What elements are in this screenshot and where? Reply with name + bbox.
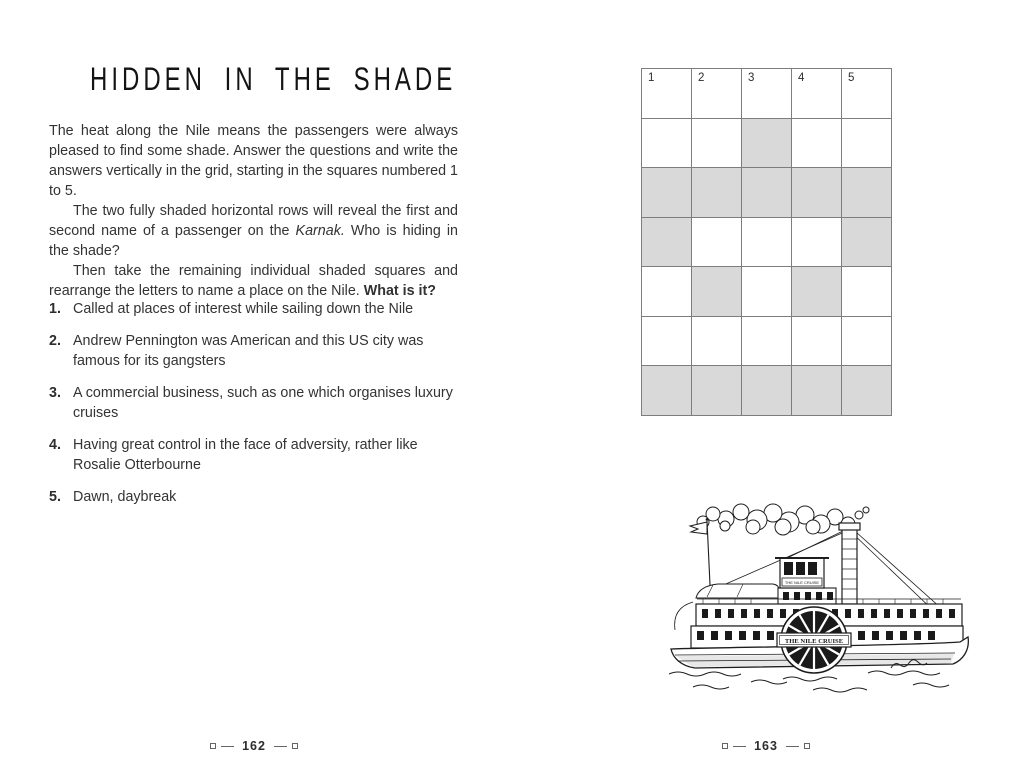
- grid-cell-r4c2: [692, 218, 742, 268]
- grid-cell-r2c4: [792, 119, 842, 169]
- clue-item: [49, 487, 458, 507]
- grid-cell-r2c5: [842, 119, 892, 169]
- grid-cell-r7c4: [792, 366, 842, 416]
- grid-cell-r4c3: [742, 218, 792, 268]
- right-page-footer: [641, 739, 891, 753]
- grid-cell-r4c5: [842, 218, 892, 268]
- grid-cell-r6c2: [692, 317, 742, 367]
- grid-cell-r2c2: [692, 119, 742, 169]
- grid-cell-r5c1: [642, 267, 692, 317]
- page-number-right: 163: [754, 739, 778, 753]
- steamboat-svg: [663, 498, 978, 698]
- bow-flag: [690, 518, 710, 585]
- grid-cell-r7c2: [692, 366, 742, 416]
- grid-cell-r6c4: [792, 317, 842, 367]
- clue-text: Dawn, daybreak: [73, 489, 177, 505]
- answer-grid: [641, 68, 892, 416]
- grid-cell-r3c3: [742, 168, 792, 218]
- grid-cell-r1c4: [792, 69, 842, 119]
- nile-cruise-sign-label: THE NILE CRUISE: [784, 580, 820, 585]
- grid-cell-r2c1: [642, 119, 692, 169]
- steamboat-illustration: [663, 498, 978, 698]
- grid-cell-r1c3: [742, 69, 792, 119]
- intro-text-segment: The two fully shaded horizontal rows will reveal the first and second name of a passenger on the: [49, 203, 458, 239]
- footer-ornament-square: [210, 743, 216, 749]
- footer-ornament-square: [804, 743, 810, 749]
- grid-cell-r3c4: [792, 168, 842, 218]
- intro-text-segment: Who is hiding in the shade?: [49, 223, 458, 259]
- footer-ornament-dash: [786, 746, 799, 747]
- grid-cell-r5c5: [842, 267, 892, 317]
- grid-start-number: 5: [848, 72, 855, 84]
- page-number-left: 162: [242, 739, 266, 753]
- grid-cell-r7c1: [642, 366, 692, 416]
- clue-text: Having great control in the face of adversity, rather like Rosalie Otterbourne: [73, 437, 418, 473]
- clue-number: 3.: [49, 385, 61, 401]
- footer-ornament-square: [292, 743, 298, 749]
- grid-cell-r3c1: [642, 168, 692, 218]
- intro-paragraph: [49, 121, 458, 201]
- clue-item: [49, 331, 458, 371]
- grid-start-number: 3: [748, 72, 755, 84]
- grid-cell-r6c5: [842, 317, 892, 367]
- intro-text-segment: Karnak.: [295, 223, 345, 239]
- wheel-banner-label: THE NILE CRUISE: [784, 637, 844, 645]
- intro-text-segment: What is it?: [363, 283, 436, 299]
- clue-item: [49, 383, 458, 423]
- grid-cell-r7c3: [742, 366, 792, 416]
- clue-number: 1.: [49, 301, 61, 317]
- grid-cell-r1c2: [692, 69, 742, 119]
- clue-number: 5.: [49, 489, 61, 505]
- clue-text: A commercial business, such as one which organises luxury cruises: [73, 385, 453, 421]
- footer-ornament-square: [722, 743, 728, 749]
- grid-cell-r5c2: [692, 267, 742, 317]
- grid-start-number: 2: [698, 72, 705, 84]
- grid-cell-r6c3: [742, 317, 792, 367]
- grid-cell-r4c1: [642, 218, 692, 268]
- grid-cell-r1c1: [642, 69, 692, 119]
- intro-paragraph: [49, 261, 458, 301]
- clue-item: [49, 299, 458, 319]
- page-title: HIDDEN IN THE SHADE: [90, 62, 457, 98]
- clue-text: Andrew Pennington was American and this US city was famous for its gangsters: [73, 333, 424, 369]
- intro-paragraph: [49, 201, 458, 261]
- clue-text: Called at places of interest while sailing down the Nile: [73, 301, 414, 317]
- grid-cell-r3c5: [842, 168, 892, 218]
- footer-ornament-dash: [733, 746, 746, 747]
- grid-start-number: 1: [648, 72, 655, 84]
- grid-cell-r3c2: [692, 168, 742, 218]
- pilot-house: [775, 558, 836, 604]
- intro-text-segment: Then take the remaining individual shaded squares and rearrange the letters to name a place on the Nile.: [49, 263, 458, 299]
- grid-cell-r5c3: [742, 267, 792, 317]
- grid-cell-r5c4: [792, 267, 842, 317]
- grid-cell-r7c5: [842, 366, 892, 416]
- left-page-footer: [49, 739, 459, 753]
- clue-number: 4.: [49, 437, 61, 453]
- intro-paragraphs: [49, 121, 458, 301]
- footer-ornament-dash: [221, 746, 234, 747]
- clue-number: 2.: [49, 333, 61, 349]
- grid-cell-r2c3: [742, 119, 792, 169]
- grid-cell-r1c5: [842, 69, 892, 119]
- grid-cell-r6c1: [642, 317, 692, 367]
- intro-text-segment: The heat along the Nile means the passengers were always pleased to find some shade. Answer the questions and write the answers vertically in the grid, starting in the squares numbered 1 to 5.: [49, 123, 458, 199]
- clue-list: [49, 299, 458, 519]
- grid-cell-r4c4: [792, 218, 842, 268]
- footer-ornament-dash: [274, 746, 287, 747]
- clue-item: [49, 435, 458, 475]
- grid-start-number: 4: [798, 72, 805, 84]
- smokestack: [839, 523, 860, 604]
